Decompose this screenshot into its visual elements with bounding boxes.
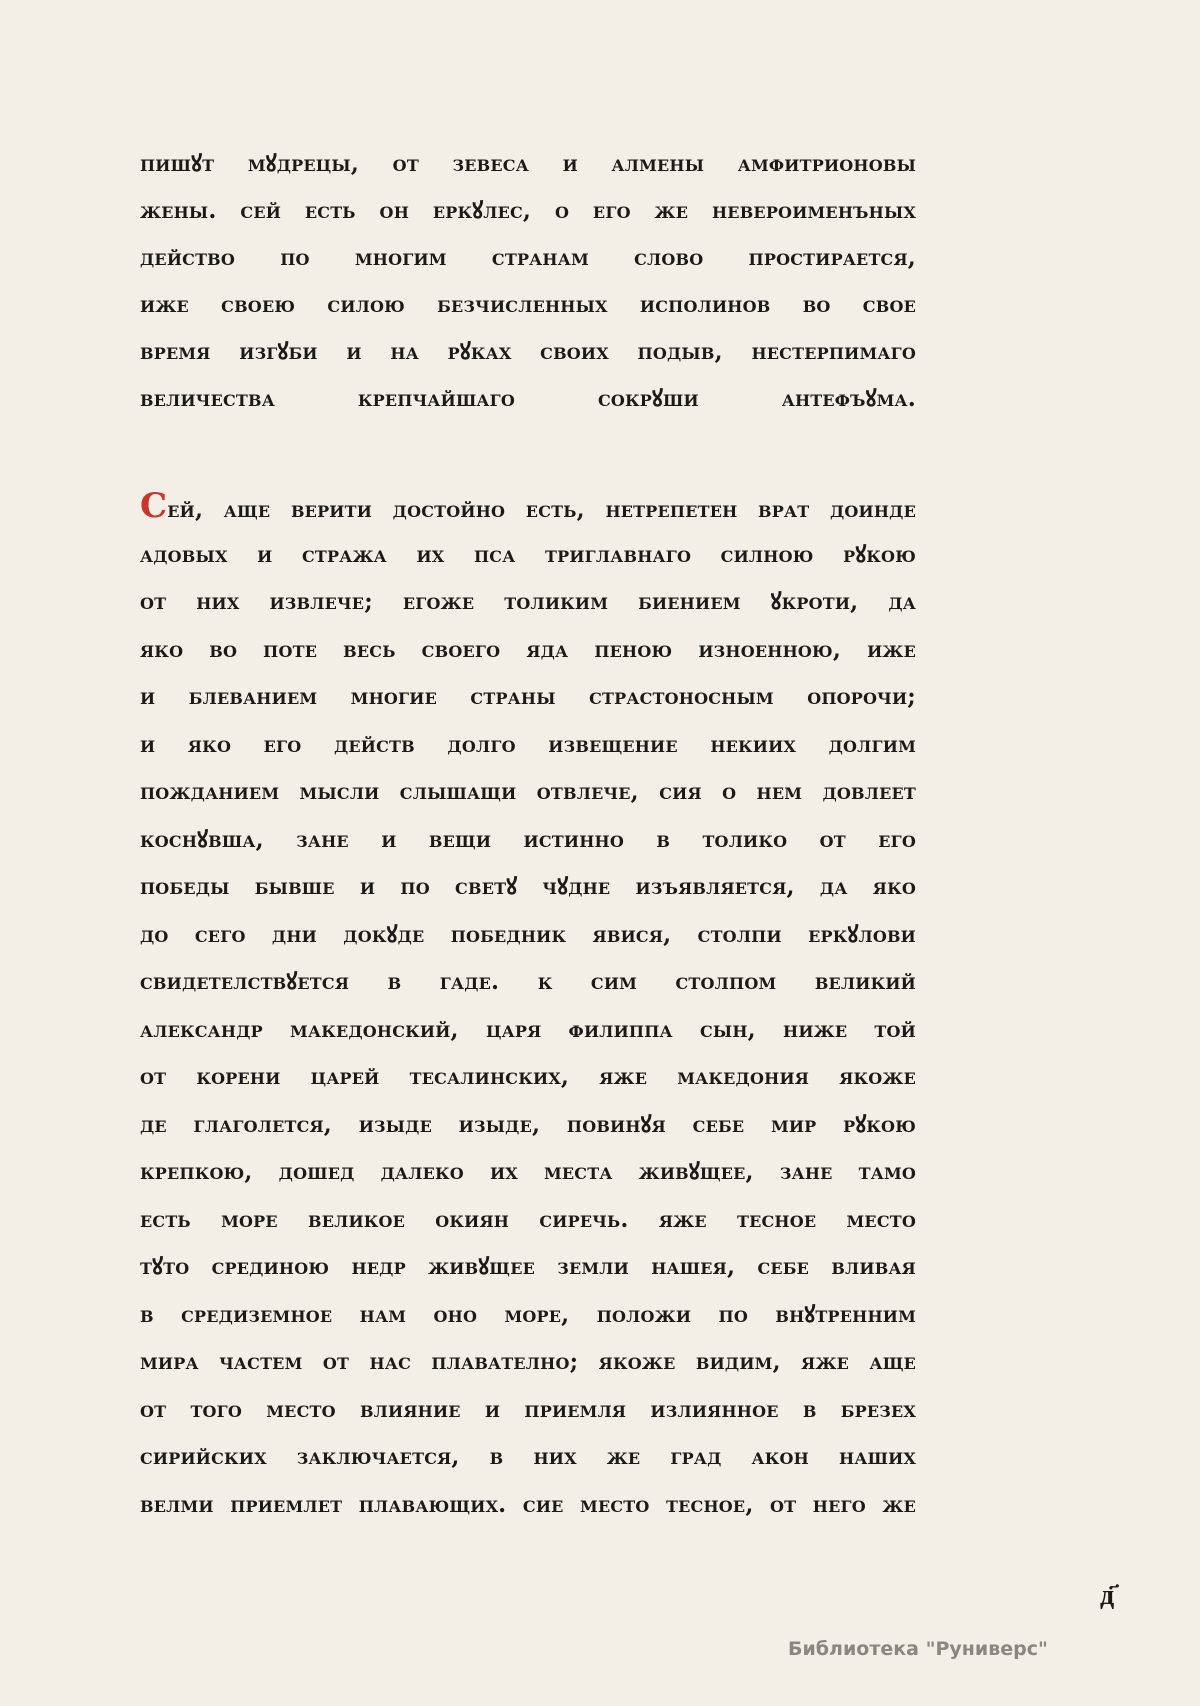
page-number: д҃ bbox=[1100, 1578, 1115, 1611]
library-label: Библиотека "Руниверс" bbox=[788, 1638, 1048, 1660]
text-line: яко во поте весь своего яда пеною изноенною, иже bbox=[140, 635, 916, 663]
text-line: александр македонский, царя филиппа сын, ниже той bbox=[140, 1015, 916, 1043]
text-line: и яко его действ долго извещение некиих долгим bbox=[140, 730, 916, 758]
first-line-text: ей, аще верити достойно есть, нетрепетен врат доинде bbox=[167, 496, 916, 523]
text-line: крепкою, дошед далеко их места живꙋщее, зане тамо bbox=[140, 1158, 916, 1185]
text-line: жены. сей есть он еркꙋлес, о его же невероименъных bbox=[140, 197, 916, 224]
text-line: тꙋто срединою недр живꙋщее земли нашея, себе вливая bbox=[140, 1253, 916, 1280]
text-line: победы бывше и по светꙋ чꙋдне изъявляется, да яко bbox=[140, 873, 916, 900]
text-line: коснꙋвша, зане и вещи истинно в толико от его bbox=[140, 825, 916, 853]
paragraph-1 bbox=[140, 140, 916, 422]
text-line: действо по многим странам слово простирается, bbox=[140, 244, 916, 271]
text-line: пишꙋт мꙋдрецы, от зевеса и алмены амфитрионовы bbox=[140, 150, 916, 177]
text-line: де глаголется, изыде изыде, повинꙋя себе мир рꙋкою bbox=[140, 1110, 916, 1138]
text-line: пожданием мысли слышащи отвлече, сия о нем довлеет bbox=[140, 778, 916, 805]
text-line: есть море великое окиян сиречь. яже тесное место bbox=[140, 1205, 916, 1233]
text-line: иже своею силою безчисленных исполинов во свое bbox=[140, 291, 916, 318]
paragraph-2 bbox=[140, 483, 916, 1528]
text-line: в средиземное нам оно море, положи по внꙋтренним bbox=[140, 1300, 916, 1328]
text-line: и блеванием многие страны страстоносным опорочи; bbox=[140, 683, 916, 710]
text-line: от того место влияние и приемля излиянное в брезех bbox=[140, 1395, 916, 1423]
text-line: время изгꙋби и на рꙋках своих подыв, нестерпимаго bbox=[140, 338, 916, 365]
text-line: от них извлече; егоже толиким биением ꙋкроти, да bbox=[140, 588, 916, 615]
text-line: адовых и стража их пса триглавнаго силною рꙋкою bbox=[140, 540, 916, 568]
red-initial-letter: С bbox=[140, 486, 168, 526]
text-line-first bbox=[140, 483, 916, 531]
text-line: до сего дни докꙋде победник явися, столпи еркꙋлови bbox=[140, 920, 916, 948]
text-line: велми приемлет плавающих. сие место тесное, от него же bbox=[140, 1490, 916, 1518]
text-line: сирийских заключается, в них же град акон наших bbox=[140, 1443, 916, 1470]
text-line: свидетелствꙋется в гаде. к сим столпом великий bbox=[140, 968, 916, 995]
text-line: величества крепчайшаго сокрꙋши антефъꙋма. bbox=[140, 385, 916, 412]
text-line: от корени царей тесалинских, яже македония якоже bbox=[140, 1063, 916, 1090]
text-line: мира частем от нас плавателно; якоже видим, яже аще bbox=[140, 1348, 916, 1375]
